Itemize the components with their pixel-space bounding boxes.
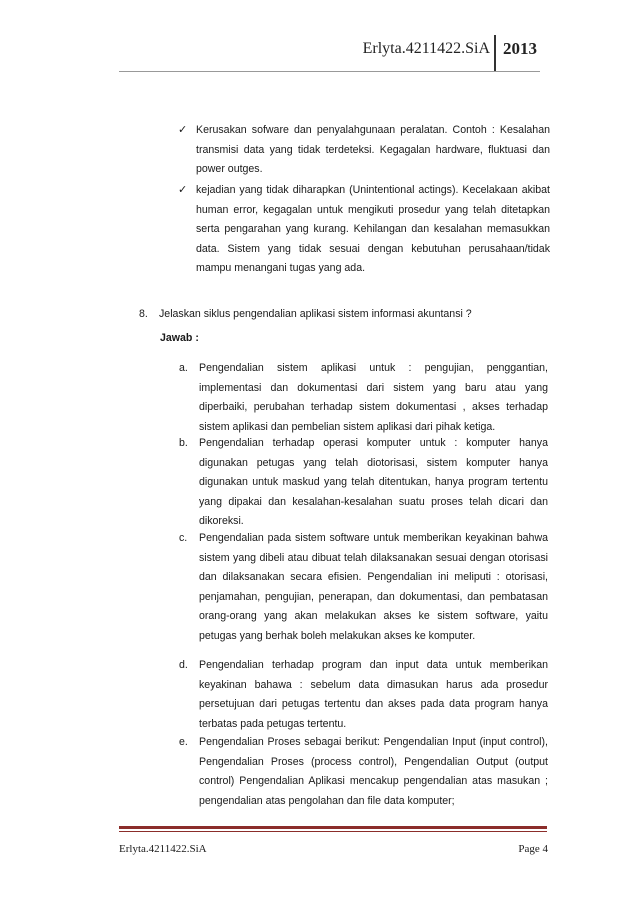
- answer-label: Jawab :: [160, 332, 199, 344]
- question-number: 8.: [139, 308, 148, 320]
- item-letter: b.: [179, 437, 188, 449]
- answer-item-d: [179, 656, 548, 734]
- item-text: Pengendalian sistem aplikasi untuk : pengujian, penggantian, implementasi dan dokumentasi dari sistem yang baru atau yang diperbaiki, perubahan terhadap sistem dokumentasi , akses terhadap sistem aplikasi dan pembelian sistem aplikasi dari pihak ketiga.: [199, 362, 548, 433]
- answer-item-b: [179, 434, 548, 532]
- checkmark-icon: ✓: [178, 184, 188, 196]
- footer-rule-thin: [119, 831, 547, 832]
- footer-author: Erlyta.4211422.SiA: [119, 843, 207, 855]
- question-text: Jelaskan siklus pengendalian aplikasi sistem informasi akuntansi ?: [159, 308, 472, 320]
- bullet-text: Kerusakan sofware dan penyalahgunaan peralatan. Contoh : Kesalahan transmisi data yang tidak terdeteksi. Kegagalan hardware, fluktuasi dan power outges.: [196, 124, 550, 175]
- item-letter: d.: [179, 659, 188, 671]
- item-letter: e.: [179, 736, 188, 748]
- question-8: [139, 305, 549, 324]
- page-number: Page 4: [518, 843, 548, 855]
- item-letter: a.: [179, 362, 188, 374]
- header-divider: [494, 35, 496, 71]
- item-text: Pengendalian terhadap operasi komputer untuk : komputer hanya digunakan petugas yang telah diotorisasi, sistem komputer hanya digunakan untuk maskud yang telah ditentukan, hanya program tertentu yang dipakai dan kesalahan-kesalahan suatu proses telah dicari dan dikoreksi.: [199, 437, 548, 527]
- bullet-text: kejadian yang tidak diharapkan (Unintentional actings). Kecelakaan akibat human error, kegagalan untuk mengikuti prosedur yang telah ditetapkan serta pengarahan yang kurang. Kehilangan dan kesalahan memasukkan data. Sistem yang tidak sesuai dengan kebutuhan perusahaan/tidak mampu menangani tugas yang ada.: [196, 184, 550, 274]
- header-year: 2013: [503, 39, 537, 58]
- item-letter: c.: [179, 532, 188, 544]
- item-text: Pengendalian terhadap program dan input data untuk memberikan keyakinan bahawa : sebelum data dimasukan harus ada prosedur persetujuan dari petugas tertentu dan akses pada data program hanya terbatas pada petugas tertentu.: [199, 659, 548, 730]
- header-underline: [119, 71, 540, 72]
- answer-item-a: [179, 359, 548, 437]
- bullet-item: [178, 121, 550, 180]
- page-footer: [0, 820, 638, 880]
- item-text: Pengendalian pada sistem software untuk memberikan keyakinan bahwa sistem yang dibeli atau dibuat telah dilaksanakan sesuai dengan otorisasi dan dilaksanakan secara efisien. Pengendalian ini meliputi : otorisasi, penjamahan, pengujian, penerapan, dan dokumentasi, dan pembatasan orang-orang yang akan melakukan akses ke sistem software, yaitu petugas yang berhak boleh melakukan akses ke komputer.: [199, 532, 548, 642]
- header-title: Erlyta.4211422.SiA: [362, 40, 490, 57]
- checkmark-icon: ✓: [178, 124, 188, 136]
- page-header: [0, 0, 638, 80]
- footer-rule-thick: [119, 826, 547, 829]
- answer-item-c: [179, 529, 548, 646]
- answer-item-e: [179, 733, 548, 811]
- item-text: Pengendalian Proses sebagai berikut: Pengendalian Input (input control), Pengendalian Proses (process control), Pengendalian Output (output control) Pengendalian Aplikasi mencakup pengendalian atas masukan ; pengendalian atas pengolahan dan file data komputer;: [199, 736, 548, 807]
- bullet-item: [178, 181, 550, 279]
